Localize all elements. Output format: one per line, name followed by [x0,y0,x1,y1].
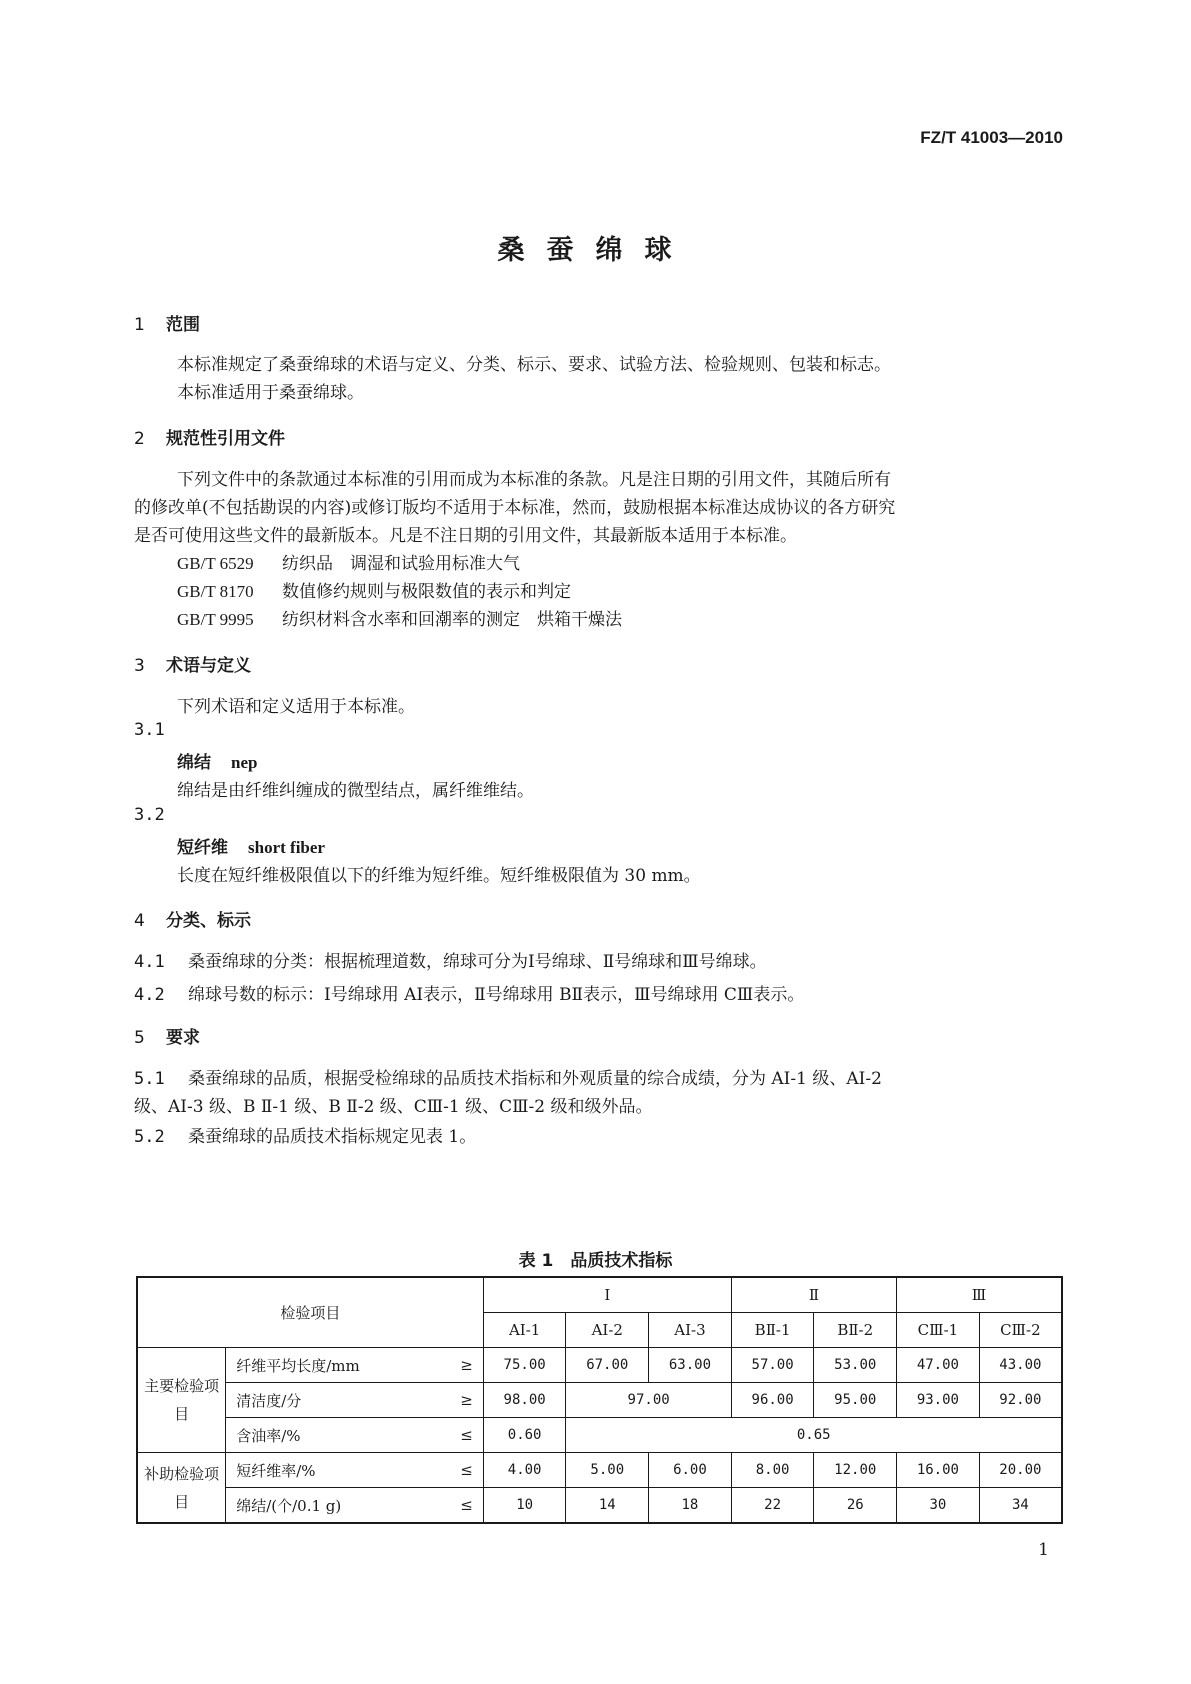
value-cell: 57.00 [731,1348,814,1383]
section-5-heading [134,1023,200,1048]
term-definition: 绵结是由纤维纠缠成的微型结点，属纤维维结。 [177,781,534,801]
value-cell: 34 [979,1488,1062,1524]
row-label: 绵结/(个/0.1 g) [226,1488,443,1524]
clause [134,1064,882,1089]
value-cell: 16.00 [897,1453,980,1488]
value-cell: 67.00 [566,1348,649,1383]
value-cell: 5.00 [566,1453,649,1488]
row-label: 纤维平均长度/mm [226,1348,443,1383]
grade-header: CⅢ-1 [897,1313,980,1348]
clause-number: 3.1 [134,720,165,740]
section-number: 4 [134,911,145,931]
group-header: Ⅰ [483,1277,731,1313]
clause-text: 绵球号数的标示：Ⅰ号绵球用 AⅠ表示，Ⅱ号绵球用 BⅡ表示，Ⅲ号绵球用 CⅢ表示。 [188,985,805,1005]
value-cell: 14 [566,1488,649,1524]
term-heading [177,833,325,858]
term-en: short fiber [248,838,325,857]
category-cell: 补助检验项目 [137,1453,226,1524]
reference-title: 纺织材料含水率和回潮率的测定 烘箱干燥法 [282,610,622,630]
grade-header: BⅡ-2 [814,1313,897,1348]
limit-symbol: ≤ [442,1488,483,1524]
clause-text: 桑蚕绵球的品质技术指标规定见表 1。 [188,1127,477,1147]
clause-number: 5.1 [134,1069,165,1089]
table-caption: 表 1 品质技术指标 [518,1251,673,1271]
clause-text: 桑蚕绵球的分类：根据梳理道数，绵球可分为Ⅰ号绵球、Ⅱ号绵球和Ⅲ号绵球。 [188,952,767,972]
value-cell: 92.00 [979,1383,1062,1418]
value-cell: 43.00 [979,1348,1062,1383]
value-cell: 96.00 [731,1383,814,1418]
value-cell: 10 [483,1488,566,1524]
value-cell: 75.00 [483,1348,566,1383]
limit-symbol: ≤ [442,1418,483,1453]
limit-symbol: ≥ [442,1348,483,1383]
value-cell: 0.60 [483,1418,566,1453]
clause-text: 桑蚕绵球的品质，根据受检绵球的品质技术指标和外观质量的综合成绩，分为 AⅠ-1 级、AⅠ-2 [188,1069,882,1089]
grade-header: BⅡ-1 [731,1313,814,1348]
document-title: 桑蚕绵球 [497,235,694,266]
value-cell: 22 [731,1488,814,1524]
quality-index-table [136,1276,1063,1524]
value-cell: 6.00 [649,1453,732,1488]
value-cell: 8.00 [731,1453,814,1488]
category-cell: 主要检验项目 [137,1348,226,1453]
section-number: 2 [134,429,145,449]
group-header: Ⅲ [897,1277,1062,1313]
value-cell: 26 [814,1488,897,1524]
clause [134,947,767,972]
value-cell: 30 [897,1488,980,1524]
reference-item [177,577,571,602]
row-label: 含油率/% [226,1418,443,1453]
section-number: 3 [134,656,145,676]
term-heading [177,748,257,773]
section-title: 分类、标示 [166,911,251,931]
clause [134,980,804,1005]
grade-header: AⅠ-2 [566,1313,649,1348]
row-label: 短纤维率/% [226,1453,443,1488]
table-header-row [137,1277,1062,1313]
value-cell: 63.00 [649,1348,732,1383]
section-4-heading [134,906,251,931]
section-number: 5 [134,1028,145,1048]
limit-symbol: ≤ [442,1453,483,1488]
clause-number: 5.2 [134,1127,165,1147]
paragraph: 是否可使用这些文件的最新版本。凡是不注日期的引用文件，其最新版本适用于本标准。 [134,526,797,546]
section-1-heading [134,310,200,335]
value-cell: 53.00 [814,1348,897,1383]
grade-header: AⅠ-1 [483,1313,566,1348]
section-title: 范围 [166,315,200,335]
paragraph: 下列文件中的条款通过本标准的引用而成为本标准的条款。凡是注日期的引用文件，其随后所有 [177,470,891,490]
page-number: 1 [1038,1540,1049,1560]
paragraph: 本标准规定了桑蚕绵球的术语与定义、分类、标示、要求、试验方法、检验规则、包装和标志。 [177,355,891,375]
section-title: 术语与定义 [166,656,251,676]
section-title: 要求 [166,1028,200,1048]
value-cell: 95.00 [814,1383,897,1418]
table-row [137,1348,1062,1383]
clause-number: 3.2 [134,805,165,825]
group-header: Ⅱ [731,1277,896,1313]
reference-code: GB/T 9995 [177,610,254,629]
row-label: 清洁度/分 [226,1383,443,1418]
header-cell: 检验项目 [137,1277,483,1348]
clause-continuation: 级、AⅠ-3 级、B Ⅱ-1 级、B Ⅱ-2 级、CⅢ-1 级、CⅢ-2 级和级外品。 [134,1097,653,1117]
paragraph: 本标准适用于桑蚕绵球。 [177,383,364,403]
value-cell: 18 [649,1488,732,1524]
reference-code: GB/T 8170 [177,582,254,601]
table-row [137,1383,1062,1418]
section-title: 规范性引用文件 [166,429,285,449]
clause-number: 4.1 [134,952,165,972]
reference-title: 数值修约规则与极限数值的表示和判定 [282,582,571,602]
clause [134,1122,476,1147]
limit-symbol: ≥ [442,1383,483,1418]
value-cell: 12.00 [814,1453,897,1488]
clause-number: 4.2 [134,985,165,1005]
reference-title: 纺织品 调湿和试验用标准大气 [282,554,520,574]
section-2-heading [134,424,285,449]
reference-item [177,549,520,574]
value-cell: 97.00 [566,1383,731,1418]
grade-header: CⅢ-2 [979,1313,1062,1348]
value-cell: 98.00 [483,1383,566,1418]
term-zh: 短纤维 [177,838,228,858]
grade-header: AⅠ-3 [649,1313,732,1348]
value-cell: 93.00 [897,1383,980,1418]
section-3-heading [134,651,251,676]
term-definition: 长度在短纤维极限值以下的纤维为短纤维。短纤维极限值为 30 mm。 [177,866,701,886]
term-zh: 绵结 [177,753,211,773]
value-cell: 0.65 [566,1418,1062,1453]
section-number: 1 [134,315,145,335]
standard-code: FZ/T 41003—2010 [920,128,1063,147]
reference-code: GB/T 6529 [177,554,254,573]
value-cell: 20.00 [979,1453,1062,1488]
table-row [137,1418,1062,1453]
paragraph: 下列术语和定义适用于本标准。 [177,697,415,717]
table-row [137,1453,1062,1488]
table-row [137,1488,1062,1524]
term-en: nep [231,753,258,772]
value-cell: 4.00 [483,1453,566,1488]
reference-item [177,605,622,630]
value-cell: 47.00 [897,1348,980,1383]
paragraph: 的修改单(不包括勘误的内容)或修订版均不适用于本标准，然而，鼓励根据本标准达成协议的各方研究 [134,498,896,518]
